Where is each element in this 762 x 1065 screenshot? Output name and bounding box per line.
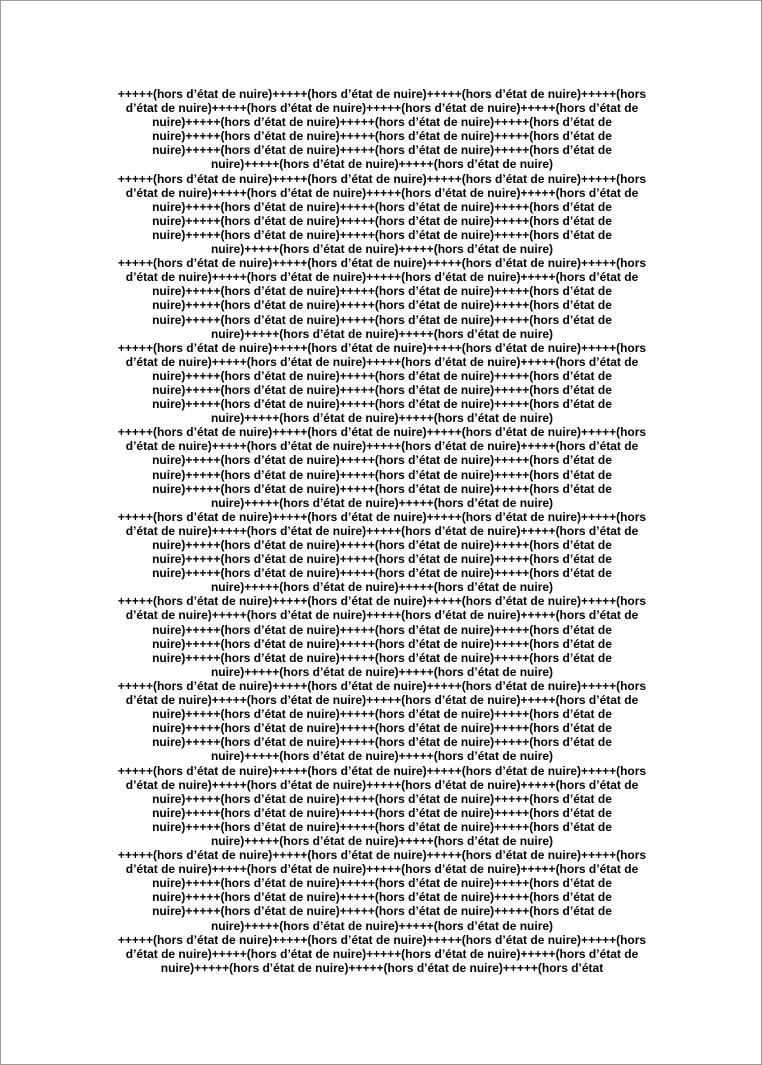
text-line: nuire)+++++(hors d’état de nuire)+++++(hors d’état de nuire)	[210, 495, 554, 510]
text-line: +++++(hors d’état de nuire)+++++(hors d’état de nuire)+++++(hors d’état de nuire)+++++(hors	[117, 256, 647, 271]
text-line: d’état de nuire)+++++(hors d’état de nuire)+++++(hors d’état de nuire)+++++(hors d’état de	[125, 270, 639, 285]
text-line: d’état de nuire)+++++(hors d’état de nuire)+++++(hors d’état de nuire)+++++(hors d’état de	[125, 101, 639, 116]
text-line: d’état de nuire)+++++(hors d’état de nuire)+++++(hors d’état de nuire)+++++(hors d’état de	[125, 185, 639, 200]
text-line: nuire)+++++(hors d’état de nuire)+++++(hors d’état de nuire)+++++(hors d’état de	[152, 467, 612, 482]
text-line: nuire)+++++(hors d’état de nuire)+++++(hors d’état de nuire)+++++(hors d’état de	[152, 636, 612, 651]
text-line: nuire)+++++(hors d’état de nuire)+++++(hors d’état de nuire)	[210, 580, 554, 595]
text-line: nuire)+++++(hors d’état de nuire)+++++(hors d’état de nuire)+++++(hors d’état de	[152, 791, 612, 806]
text-line: nuire)+++++(hors d’état de nuire)+++++(hors d’état de nuire)+++++(hors d’état de	[152, 552, 612, 567]
text-line: nuire)+++++(hors d’état de nuire)+++++(hors d’état de nuire)	[210, 918, 554, 933]
text-line: d’état de nuire)+++++(hors d’état de nuire)+++++(hors d’état de nuire)+++++(hors d’état de	[125, 354, 639, 369]
document-body-text	[1, 87, 762, 975]
text-line: +++++(hors d’état de nuire)+++++(hors d’état de nuire)+++++(hors d’état de nuire)+++++(hors	[117, 171, 647, 186]
text-line: d’état de nuire)+++++(hors d’état de nuire)+++++(hors d’état de nuire)+++++(hors d’état de	[125, 523, 639, 538]
text-line: nuire)+++++(hors d’état de nuire)+++++(hors d’état de nuire)+++++(hors d’état de	[152, 805, 612, 820]
text-line: nuire)+++++(hors d’état de nuire)+++++(hors d’état de nuire)+++++(hors d’état de	[152, 819, 612, 834]
text-line: nuire)+++++(hors d’état de nuire)+++++(hors d’état de nuire)	[210, 749, 554, 764]
text-line: nuire)+++++(hors d’état de nuire)+++++(hors d’état de nuire)+++++(hors d’état de	[152, 382, 612, 397]
text-line: nuire)+++++(hors d’état de nuire)+++++(hors d’état de nuire)+++++(hors d’état de	[152, 129, 612, 144]
text-line: nuire)+++++(hors d’état de nuire)+++++(hors d’état de nuire)+++++(hors d’état de	[152, 538, 612, 552]
text-line: nuire)+++++(hors d’état de nuire)+++++(hors d’état de nuire)+++++(hors d’état de	[152, 707, 612, 722]
text-line: d’état de nuire)+++++(hors d’état de nuire)+++++(hors d’état de nuire)+++++(hors d’état de	[125, 693, 639, 708]
text-line: +++++(hors d’état de nuire)+++++(hors d’état de nuire)+++++(hors d’état de nuire)+++++(hors	[117, 594, 647, 609]
text-line: nuire)+++++(hors d’état de nuire)+++++(hors d’état de nuire)+++++(hors d’état de	[152, 622, 612, 637]
text-line: nuire)+++++(hors d’état de nuire)+++++(hors d’état de nuire)	[210, 664, 554, 679]
text-line: +++++(hors d’état de nuire)+++++(hors d’état de nuire)+++++(hors d’état de nuire)+++++(hors	[117, 763, 647, 778]
text-line: nuire)+++++(hors d’état de nuire)+++++(hors d’état de nuire)+++++(hors d’état de	[152, 143, 612, 158]
text-line: +++++(hors d’état de nuire)+++++(hors d’état de nuire)+++++(hors d’état de nuire)+++++(hors	[117, 509, 647, 524]
text-line: nuire)+++++(hors d’état de nuire)+++++(hors d’état de nuire)+++++(hors d’état de	[152, 453, 612, 468]
text-line: d’état de nuire)+++++(hors d’état de nuire)+++++(hors d’état de nuire)+++++(hors d’état de	[125, 777, 639, 792]
text-line: nuire)+++++(hors d’état de nuire)+++++(hors d’état de nuire)+++++(hors d’état	[160, 960, 604, 975]
text-line: nuire)+++++(hors d’état de nuire)+++++(hors d’état de nuire)+++++(hors d’état de	[152, 115, 612, 130]
text-line: nuire)+++++(hors d’état de nuire)+++++(hors d’état de nuire)+++++(hors d’état de	[152, 397, 612, 412]
text-line: nuire)+++++(hors d’état de nuire)+++++(hors d’état de nuire)+++++(hors d’état de	[152, 312, 612, 327]
text-line: nuire)+++++(hors d’état de nuire)+++++(hors d’état de nuire)+++++(hors d’état de	[152, 481, 612, 496]
text-line: nuire)+++++(hors d’état de nuire)+++++(hors d’état de nuire)+++++(hors d’état de	[152, 650, 612, 665]
text-line: nuire)+++++(hors d’état de nuire)+++++(hors d’état de nuire)+++++(hors d’état de	[152, 199, 612, 214]
text-line: nuire)+++++(hors d’état de nuire)+++++(hors d’état de nuire)+++++(hors d’état de	[152, 284, 612, 299]
text-line: d’état de nuire)+++++(hors d’état de nuire)+++++(hors d’état de nuire)+++++(hors d’état de	[125, 862, 639, 877]
text-line: +++++(hors d’état de nuire)+++++(hors d’état de nuire)+++++(hors d’état de nuire)+++++(hors	[117, 678, 647, 693]
text-line: nuire)+++++(hors d’état de nuire)+++++(hors d’état de nuire)+++++(hors d’état de	[152, 368, 612, 383]
text-line: d’état de nuire)+++++(hors d’état de nuire)+++++(hors d’état de nuire)+++++(hors d’état de	[125, 946, 639, 961]
text-line: nuire)+++++(hors d’état de nuire)+++++(hors d’état de nuire)+++++(hors d’état de	[152, 566, 612, 581]
text-line: +++++(hors d’état de nuire)+++++(hors d’état de nuire)+++++(hors d’état de nuire)+++++(hors	[117, 425, 647, 440]
text-line: nuire)+++++(hors d’état de nuire)+++++(hors d’état de nuire)+++++(hors d’état de	[152, 904, 612, 919]
text-line: nuire)+++++(hors d’état de nuire)+++++(hors d’état de nuire)+++++(hors d’état de	[152, 227, 612, 242]
text-line: nuire)+++++(hors d’état de nuire)+++++(hors d’état de nuire)+++++(hors d’état de	[152, 298, 612, 313]
text-line: nuire)+++++(hors d’état de nuire)+++++(hors d’état de nuire)	[210, 833, 554, 848]
text-line: +++++(hors d’état de nuire)+++++(hors d’état de nuire)+++++(hors d’état de nuire)+++++(hors	[117, 848, 647, 863]
text-line: nuire)+++++(hors d’état de nuire)+++++(hors d’état de nuire)	[210, 326, 554, 341]
text-line: nuire)+++++(hors d’état de nuire)+++++(hors d’état de nuire)	[210, 242, 554, 257]
text-line: nuire)+++++(hors d’état de nuire)+++++(hors d’état de nuire)	[210, 157, 554, 172]
text-line: nuire)+++++(hors d’état de nuire)+++++(hors d’état de nuire)+++++(hors d’état de	[152, 213, 612, 228]
text-line: d’état de nuire)+++++(hors d’état de nuire)+++++(hors d’état de nuire)+++++(hors d’état de	[125, 608, 639, 623]
text-line: nuire)+++++(hors d’état de nuire)+++++(hors d’état de nuire)	[210, 411, 554, 426]
text-line: +++++(hors d’état de nuire)+++++(hors d’état de nuire)+++++(hors d’état de nuire)+++++(hors	[117, 87, 647, 101]
text-line: nuire)+++++(hors d’état de nuire)+++++(hors d’état de nuire)+++++(hors d’état de	[152, 890, 612, 905]
text-line: nuire)+++++(hors d’état de nuire)+++++(hors d’état de nuire)+++++(hors d’état de	[152, 721, 612, 736]
text-line: nuire)+++++(hors d’état de nuire)+++++(hors d’état de nuire)+++++(hors d’état de	[152, 876, 612, 891]
text-line: +++++(hors d’état de nuire)+++++(hors d’état de nuire)+++++(hors d’état de nuire)+++++(hors	[117, 932, 647, 947]
text-line: nuire)+++++(hors d’état de nuire)+++++(hors d’état de nuire)+++++(hors d’état de	[152, 735, 612, 750]
text-line: +++++(hors d’état de nuire)+++++(hors d’état de nuire)+++++(hors d’état de nuire)+++++(hors	[117, 340, 647, 355]
text-line: d’état de nuire)+++++(hors d’état de nuire)+++++(hors d’état de nuire)+++++(hors d’état de	[125, 439, 639, 454]
